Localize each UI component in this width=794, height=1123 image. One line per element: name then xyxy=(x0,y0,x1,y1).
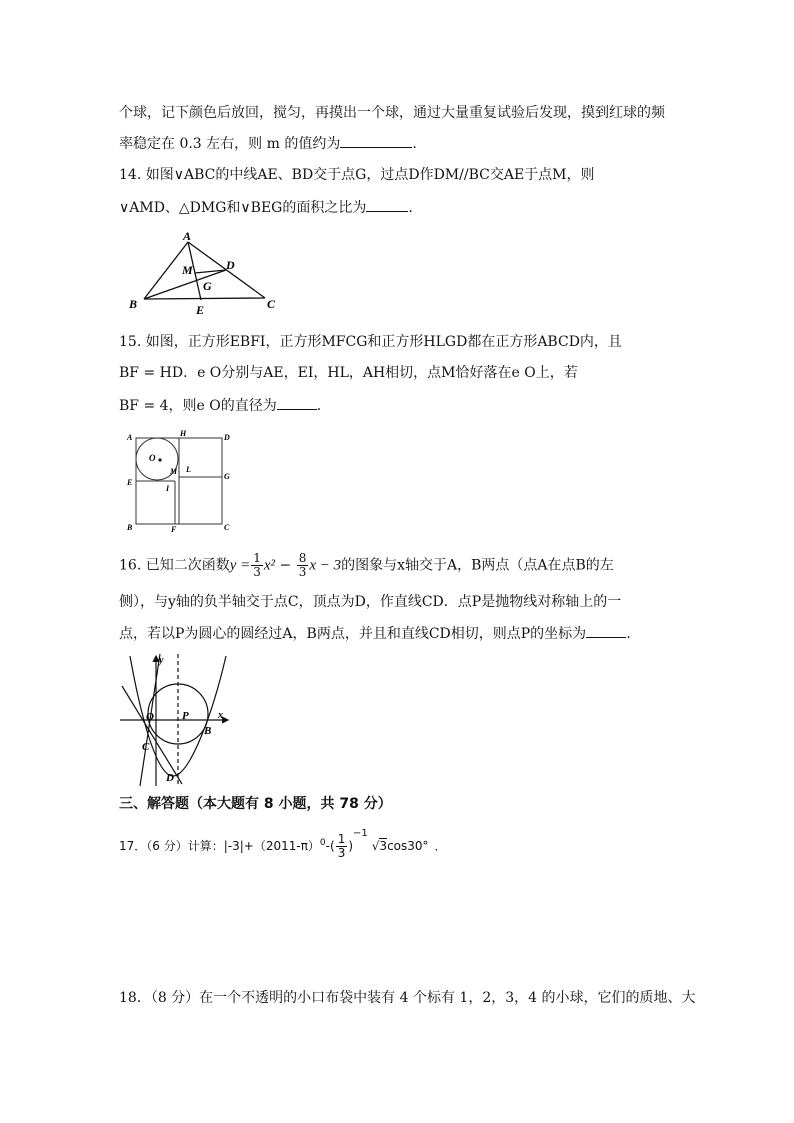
label-A: A xyxy=(127,433,133,442)
frac-num: 1 xyxy=(337,832,346,846)
q17-minus: - xyxy=(325,839,330,853)
fraction-8-3 xyxy=(297,552,309,579)
label-B: B xyxy=(127,523,133,532)
q16-text: 点，若以P为圆心的圆经过A，B两点，并且和直线CD相切，则点P的坐标为 xyxy=(119,626,587,642)
q15-line2: BF = HD．e O分别与AE，EI，HL，AH相切，点M恰好落在e O上，若 xyxy=(119,365,578,381)
q15-line1: 15. 如图，正方形EBFI，正方形MFCG和正方形HLGD都在正方形ABCD内，且 xyxy=(119,334,622,350)
label-G: G xyxy=(203,279,212,293)
sqrt-sign: √ xyxy=(371,839,380,853)
frac-den: 3 xyxy=(253,565,261,579)
label-y: y xyxy=(159,655,164,666)
q16-suffix: 的图象与x轴交于A，B两点（点A在点B的左 xyxy=(341,557,614,574)
squares-figure xyxy=(122,428,240,536)
label-D: D xyxy=(226,258,235,272)
label-D: D xyxy=(166,772,174,784)
q16-x-m3: x − 3 xyxy=(309,557,342,574)
q17-rparen: ) xyxy=(348,839,354,853)
q16-prefix: 16. 已知二次函数 xyxy=(119,557,230,574)
q17-line xyxy=(119,818,447,862)
q15-text: BF = 4，则e O的直径为 xyxy=(119,398,277,414)
parabola-figure xyxy=(118,652,236,788)
q16-line1 xyxy=(119,552,614,579)
q13-end: . xyxy=(412,136,417,152)
label-E: E xyxy=(196,303,205,317)
q14-line2 xyxy=(119,197,413,218)
label-F: F xyxy=(171,525,177,534)
q17-tail: cos30° xyxy=(387,839,429,853)
label-B: B xyxy=(129,297,138,311)
section-title: 三、解答题（本大题有 8 小题，共 78 分） xyxy=(119,796,392,812)
q17-lparen: ( xyxy=(330,839,335,853)
q17-zero: 0 xyxy=(319,838,326,848)
q13-line2 xyxy=(119,133,417,154)
label-M: M xyxy=(182,263,193,277)
sqrt-radicand: 3 xyxy=(379,839,388,853)
label-G: G xyxy=(224,472,230,481)
frac-num: 1 xyxy=(253,551,261,565)
q13-line1: 个球，记下颜色后放回，搅匀，再摸出一个球，通过大量重复试验后发现，摸到红球的频 xyxy=(119,105,665,121)
label-A: A xyxy=(183,229,192,243)
label-O: O xyxy=(149,453,156,463)
q16-x2: x² xyxy=(263,557,276,574)
answer-blank xyxy=(586,623,626,638)
q14-end: . xyxy=(408,200,413,216)
label-H: H xyxy=(180,429,187,438)
q16-line2: 侧），与y轴的负半轴交于点C，顶点为D，作直线CD．点P是抛物线对称轴上的一 xyxy=(119,594,622,610)
label-x: x xyxy=(218,710,223,721)
label-O: O xyxy=(146,711,154,723)
fraction-1-3 xyxy=(336,833,348,860)
fraction-1-3 xyxy=(251,552,263,579)
label-D: D xyxy=(224,433,230,442)
label-M: M xyxy=(170,467,178,476)
label-C: C xyxy=(224,523,230,532)
frac-den: 3 xyxy=(337,846,346,860)
answer-blank xyxy=(366,197,408,212)
q17-prefix: 17．（6 分）计算：|-3|+（2011-π） xyxy=(119,839,320,853)
q15-line3 xyxy=(119,395,321,416)
center-dot xyxy=(158,458,161,461)
q16-end: . xyxy=(626,626,631,642)
answer-blank xyxy=(340,133,412,148)
q15-end: . xyxy=(316,398,322,414)
q13-text: 率稳定在 0.3 左右，则 m 的值约为 xyxy=(119,136,341,152)
label-C: C xyxy=(142,741,150,753)
q14-line1: 14. 如图∨ABC的中线AE、BD交于点G，过点D作DM//BC交AE于点M，则 xyxy=(119,167,595,183)
q17-end: ． xyxy=(434,839,447,853)
label-C: C xyxy=(267,297,276,311)
q17-exp: −1 xyxy=(353,828,368,839)
q14-text: ∨AMD、△DMG和∨BEG的面积之比为 xyxy=(119,200,367,216)
label-E: E xyxy=(127,478,133,487)
q18-line1: 18．（8 分）在一个不透明的小口布袋中装有 4 个标有 1，2，3，4 的小球，它们的质地、大 xyxy=(119,990,696,1006)
answer-blank xyxy=(277,395,317,410)
label-I: I xyxy=(166,484,170,493)
frac-num: 8 xyxy=(298,551,307,565)
triangle-figure xyxy=(125,228,285,318)
label-L: L xyxy=(186,465,191,474)
q16-line3 xyxy=(119,623,631,644)
q16-minus: − xyxy=(275,557,296,574)
q16-func-y: y = xyxy=(229,557,251,574)
label-B: B xyxy=(204,725,212,737)
label-P: P xyxy=(182,710,189,722)
frac-den: 3 xyxy=(298,565,307,579)
